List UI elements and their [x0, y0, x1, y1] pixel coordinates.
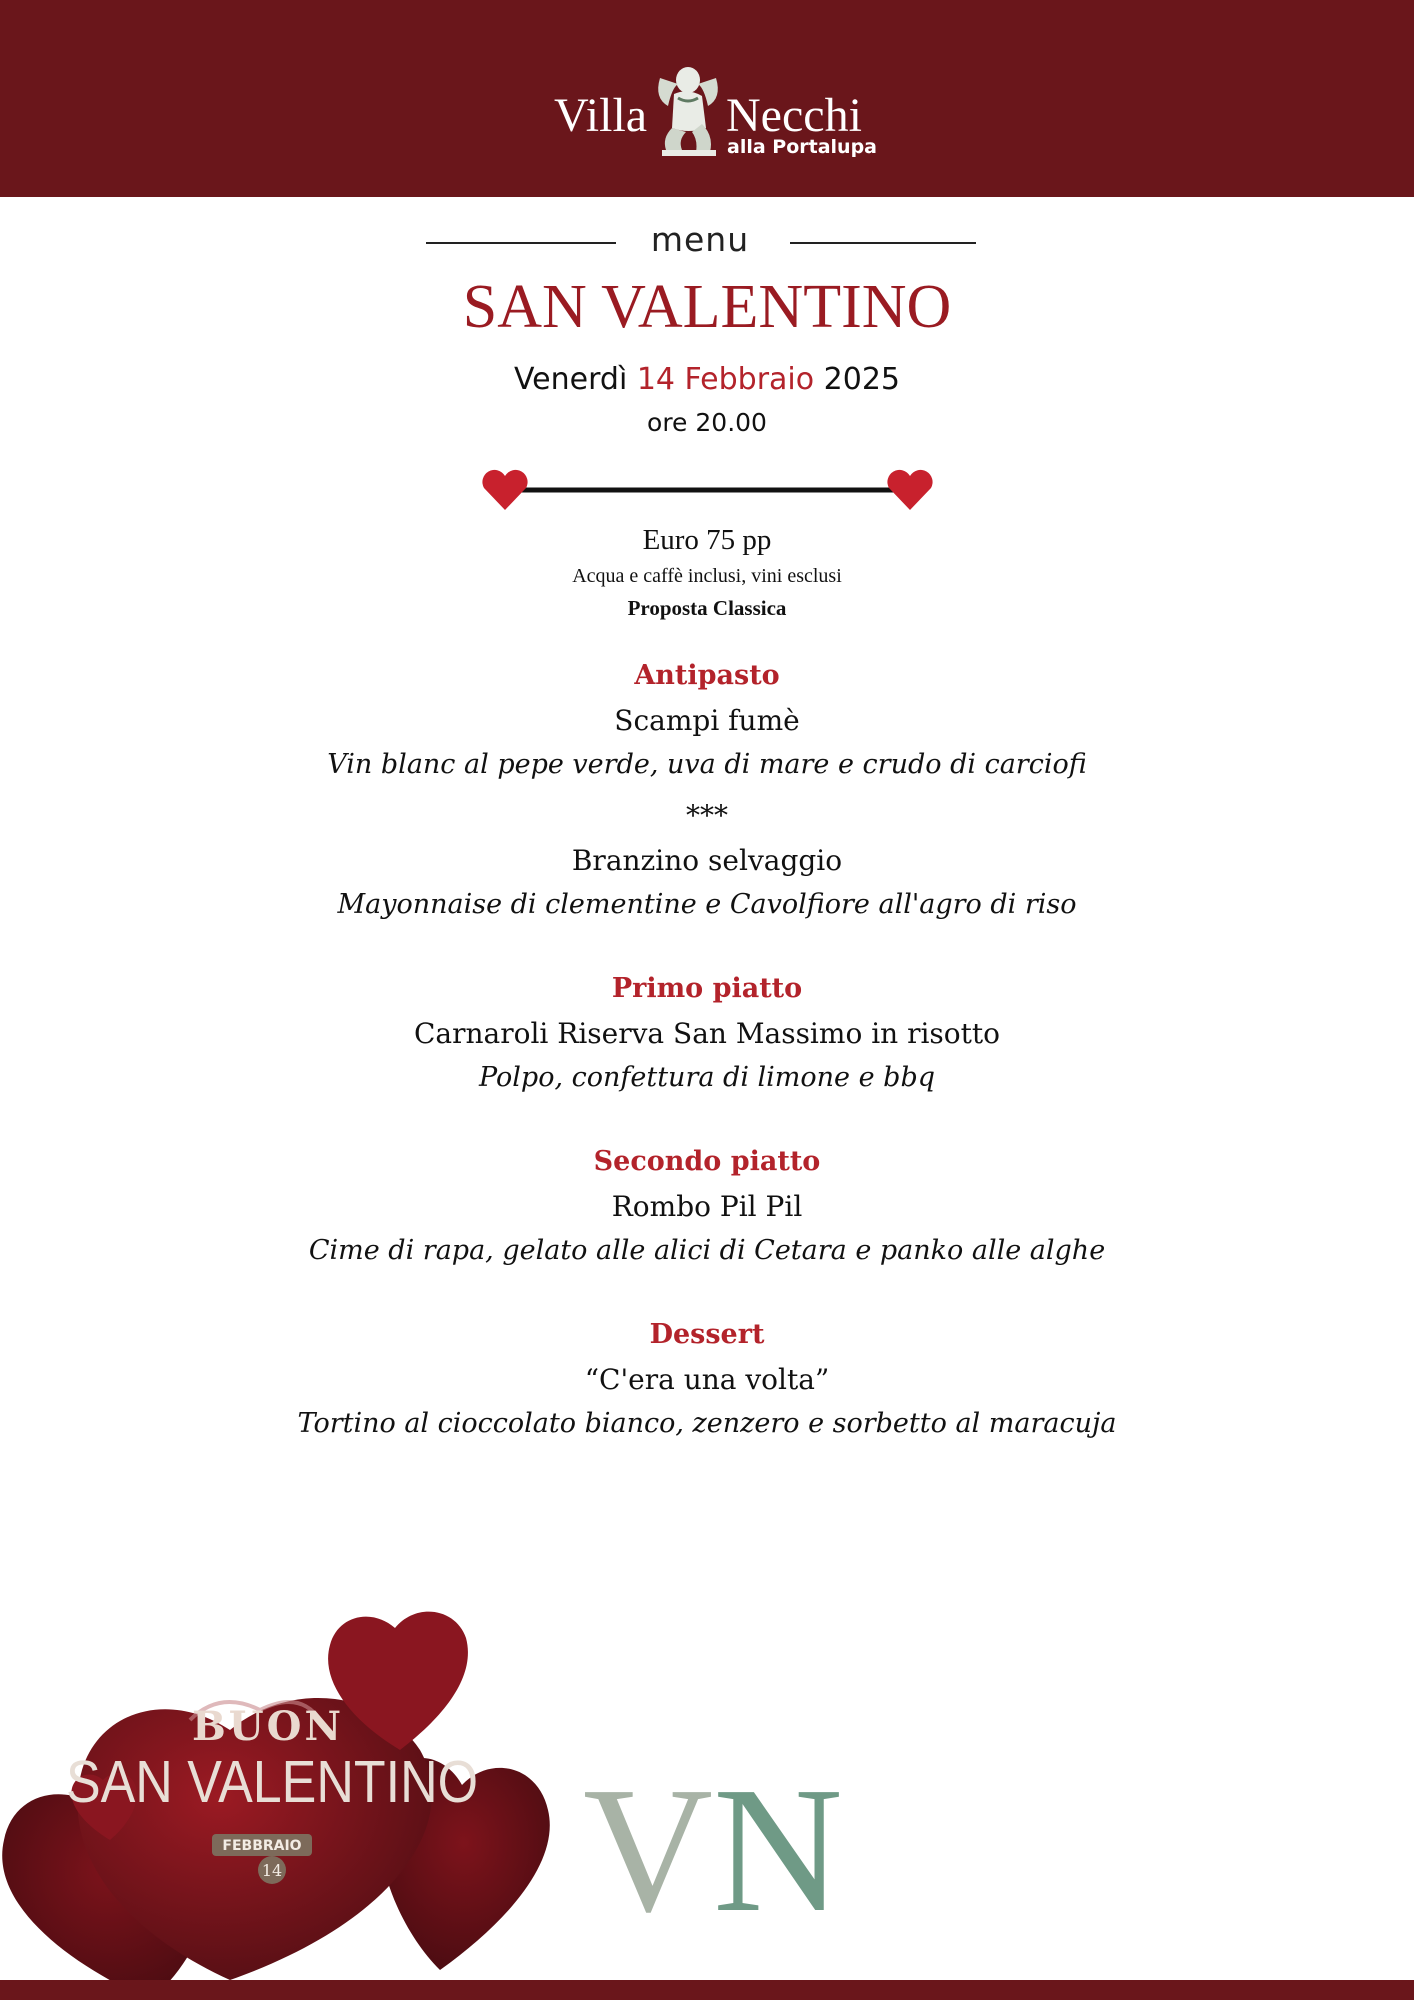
dish-name: Rombo Pil Pil	[611, 1190, 803, 1223]
monogram-v: V	[583, 1750, 713, 1949]
course-antipasto	[200, 653, 1214, 927]
dish-name: Carnaroli Riserva San Massimo in risotto	[413, 1017, 1001, 1050]
dish-name: Scampi fumè	[614, 704, 800, 737]
valentine-hearts-illustration	[0, 1540, 560, 2000]
page-title: SAN VALENTINO	[462, 273, 952, 341]
course-title: Secondo piatto	[593, 1146, 821, 1177]
proposal-label: Proposta Classica	[627, 596, 787, 620]
vn-monogram	[583, 1750, 843, 1949]
price-note: Acqua e caffè inclusi, vini esclusi	[572, 565, 842, 587]
date-day-month: 14 Febbraio	[636, 362, 815, 397]
date-weekday: Venerdì	[513, 362, 628, 397]
dish-description: Tortino al cioccolato bianco, zenzero e sorbetto al maracuja	[297, 1408, 1117, 1439]
footer-bar	[0, 1980, 1414, 2000]
cherub-logo-icon	[652, 58, 724, 158]
heart-right-icon	[887, 470, 932, 510]
dish-description: Mayonnaise di clementine e Cavolfiore all'agro di riso	[337, 889, 1077, 920]
dish-name: “C'era una volta”	[584, 1363, 830, 1396]
menu-right-rule	[790, 242, 976, 244]
header-banner	[0, 0, 1414, 197]
monogram-n: N	[713, 1750, 843, 1949]
logo-subtitle: alla Portalupa	[727, 136, 877, 158]
course-dessert	[200, 1312, 1214, 1446]
date-year: 2025	[823, 362, 901, 397]
heart-divider	[478, 466, 938, 514]
logo-necchi-text: Necchi	[726, 89, 862, 142]
menu-left-rule	[426, 242, 616, 244]
buon-text: BUON	[191, 1703, 345, 1750]
dish-description: Polpo, confettura di limone e bbq	[478, 1062, 936, 1093]
course-separator: ***	[686, 799, 728, 832]
day-text: 14	[261, 1861, 283, 1880]
price: Euro 75 pp	[642, 524, 772, 556]
dish-description: Vin blanc al pepe verde, uva di mare e crudo di carciofi	[327, 749, 1087, 780]
course-title: Antipasto	[634, 660, 780, 691]
course-secondo	[200, 1139, 1214, 1273]
course-primo	[200, 966, 1214, 1100]
event-date	[300, 362, 1114, 397]
menu-label: menu	[650, 220, 750, 259]
logo-villa-text: Villa	[554, 89, 648, 142]
dish-description: Cime di rapa, gelato alle alici di Cetara e panko alle alghe	[308, 1235, 1106, 1266]
san-valentino-text: SAN VALENTINO	[65, 1747, 479, 1816]
dish-name: Branzino selvaggio	[571, 844, 843, 877]
course-title: Dessert	[649, 1319, 765, 1350]
event-time: ore 20.00	[647, 408, 767, 437]
heart-left-icon	[482, 470, 527, 510]
course-title: Primo piatto	[611, 973, 803, 1004]
febbraio-text: FEBBRAIO	[222, 1838, 302, 1854]
